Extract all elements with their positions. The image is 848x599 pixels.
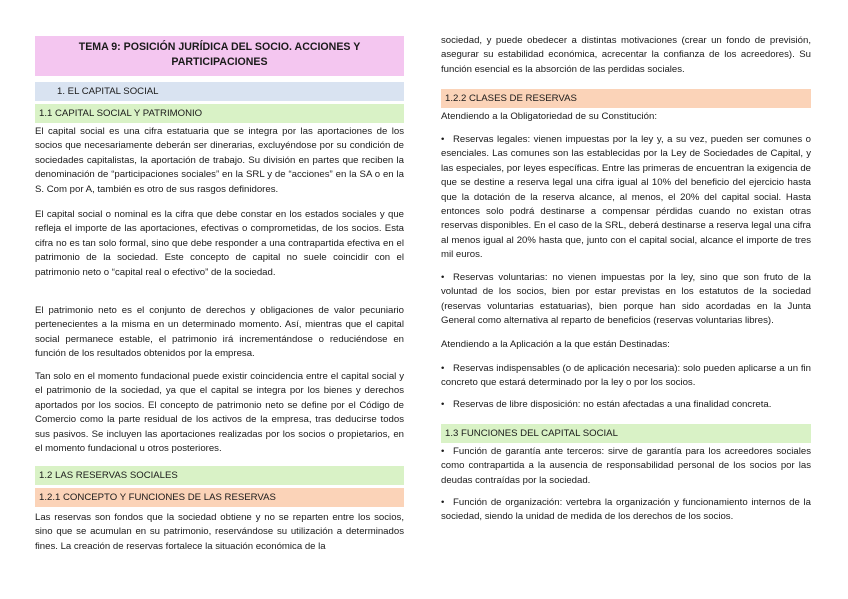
bullet-reservas-legales <box>441 133 811 263</box>
intro-aplicacion: Atendiendo a la Aplicación a la que están Destinadas: <box>441 339 670 350</box>
bullet-text: Reservas voluntarias: no vienen impuestas por la ley, sino que son fruto de la voluntad de los socios, bien por estar previstas en los estatutos de la sociedad (reservas voluntarias estatuarias), bien porque han sido acordadas en la Junta General como alternativa al reparto de beneficios (reservas voluntarias libres). <box>441 272 811 327</box>
bullet-marker: • <box>441 363 445 374</box>
bullet-reservas-indispensables <box>441 362 811 391</box>
bullet-marker: • <box>441 497 445 508</box>
bullet-reservas-libre-disposicion <box>441 398 811 412</box>
bullet-marker: • <box>441 134 445 145</box>
bullet-reservas-voluntarias <box>441 271 811 329</box>
paragraph-reservas-continuation: sociedad, y puede obedecer a distintas motivaciones (crear un fondo de previsión, asegurar su estabilidad económica, acrecentar la confianza de los acreedores). Su función esencial es la absorción de las perdidas sociales. <box>441 35 811 75</box>
heading-concepto-reservas: 1.2.1 CONCEPTO Y FUNCIONES DE LAS RESERVAS <box>35 488 404 507</box>
heading-capital-social: 1. EL CAPITAL SOCIAL <box>35 82 404 101</box>
paragraph-patrimonio-neto: El patrimonio neto es el conjunto de derechos y obligaciones de valor pecuniario pertenecientes a la misma en un determinado momento. Así, mientras que el capital social permanece estable, el patrimonio irá incrementándose o reduciéndose en función de los resultados obtenidos por la empresa. <box>35 305 404 360</box>
bullet-text: Reservas legales: vienen impuestas por la ley y, a su vez, pueden ser comunes o esenciales. Las comunes son las establecidas por la Ley de Sociedades de Capital, y las especiales, por leyes específicas. Entre las primeras de encuentran la exigencia de que se destine a reserva legal una cifra igual al 10% del beneficio del ejercicio hasta que la dotación de la reserva alcance, al menos, el 20% del capital social. Hasta entonces solo podrá destinarse a compensar pérdidas cuando no existan otras reservas disponibles. En el caso de la SRL, deberá destinarse a reserva legal una cifra al menos igual al 20% hasta que, junto con el capital social, alcance el importe de tres mil euros. <box>441 134 811 261</box>
bullet-marker: • <box>441 272 445 283</box>
bullet-marker: • <box>441 399 445 410</box>
bullet-text: Función de organización: vertebra la organización y funcionamiento internos de la sociedad, siendo la unidad de medida de los derechos de los socios. <box>441 497 811 523</box>
paragraph-capital-nominal: El capital social o nominal es la cifra que debe constar en los estados sociales y que refleja el importe de las aportaciones, efectivas o comprometidas, de los socios. Esta cifra no es tan solo formal, sino que debe responder a una contrapartida efectiva en el patrimonio de la sociedad. Este concepto de capital no suele coincidir con el patrimonio neto o “capital real o efectivo” de la sociedad. <box>35 209 404 278</box>
heading-reservas-sociales: 1.2 LAS RESERVAS SOCIALES <box>35 466 404 485</box>
bullet-funcion-organizacion <box>441 496 811 525</box>
bullet-text: Reservas indispensables (o de aplicación necesaria): solo pueden aplicarse a un fin concreto que estará determinado por la ley o por los socios. <box>441 363 811 389</box>
bullet-marker: • <box>441 446 445 457</box>
document-title: TEMA 9: POSICIÓN JURÍDICA DEL SOCIO. ACCIONES Y PARTICIPACIONES <box>35 36 404 76</box>
bullet-funcion-garantia <box>441 445 811 488</box>
paragraph-reservas-concepto: Las reservas son fondos que la sociedad obtiene y no se reparten entre los socios, sino que se acumulan en su patrimonio, reservándose su utilización a determinados fines. La creación de reservas fortalece la situación económica de la <box>35 512 404 552</box>
paragraph-momento-fundacional: Tan solo en el momento fundacional puede existir coincidencia entre el capital social y el patrimonio de la sociedad, ya que el capital se integra por los bienes y derechos aportados por los socios. El concepto de patrimonio neto se define por el Código de Comercio como la parte residual de los activos de la empresa, tras deducirse todos sus pasivos. Se incluyen las aportaciones realizadas por los socios o propietarios, en el momento fundacional u otros posteriores. <box>35 371 404 455</box>
bullet-text: Reservas de libre disposición: no están afectadas a una finalidad concreta. <box>453 399 772 410</box>
heading-clases-reservas: 1.2.2 CLASES DE RESERVAS <box>441 89 811 108</box>
heading-capital-patrimonio: 1.1 CAPITAL SOCIAL Y PATRIMONIO <box>35 104 404 123</box>
bullet-text: Función de garantía ante terceros: sirve de garantía para los acreedores sociales como contrapartida a la ausencia de responsabilidad personal de los socios por las deudas contraídas por la sociedad. <box>441 446 811 486</box>
intro-obligatoriedad: Atendiendo a la Obligatoriedad de su Constitución: <box>441 111 658 122</box>
heading-funciones-capital: 1.3 FUNCIONES DEL CAPITAL SOCIAL <box>441 424 811 443</box>
paragraph-capital-definition: El capital social es una cifra estatuaria que se integra por las aportaciones de los socios que necesariamente deberán ser dinerarias, excluyéndose por su condición de sociedades capitalistas, la aportación de trabajo. Su división en partes que reciben la denominación de “participaciones sociales” en la SRL y de “acciones” en la SA o en la S. Com por A, también es otro de sus rasgos definidores. <box>35 126 404 195</box>
